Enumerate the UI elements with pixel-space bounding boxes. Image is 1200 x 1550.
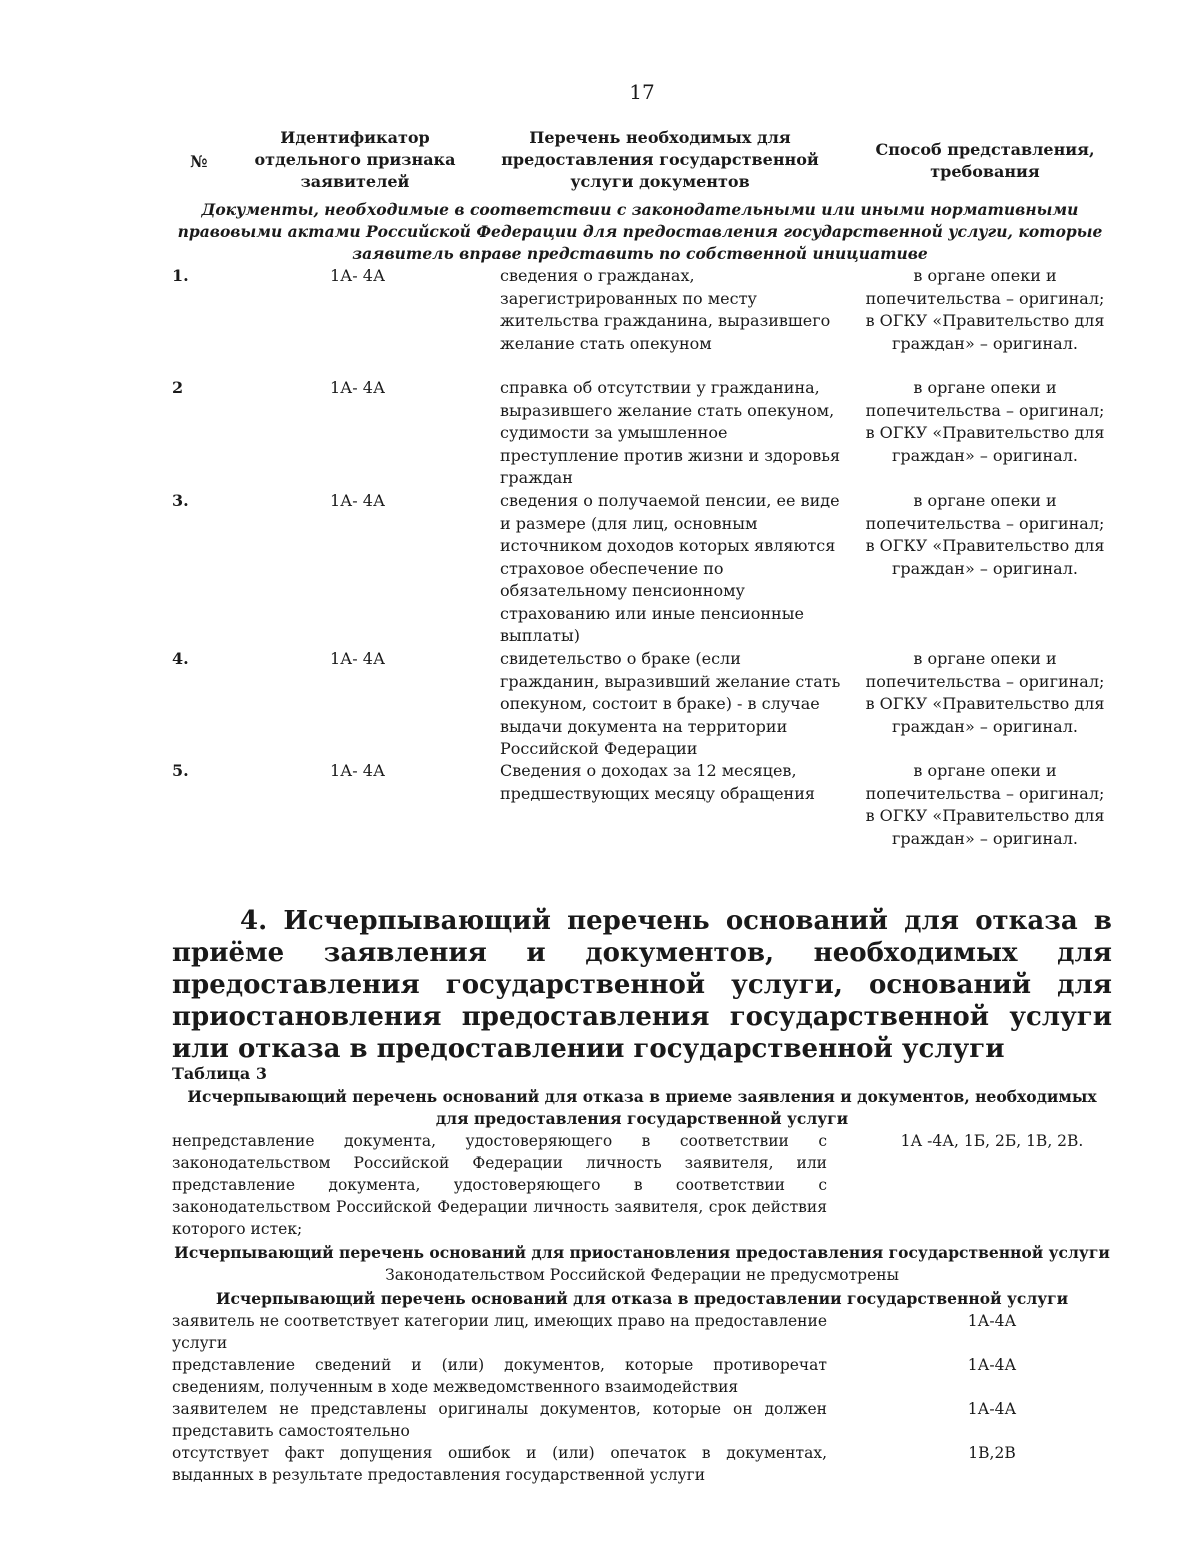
refusal-text: заявитель не соответствует категории лиц, имеющих право на предоставление услуги: [172, 1312, 827, 1352]
refusal-code: 1А-4А: [967, 1400, 1017, 1418]
row-identifier: 1А- 4А: [330, 378, 386, 397]
page-number: 17: [629, 80, 655, 104]
table-row: [170, 490, 1110, 648]
table-section-title: Документы, необходимые в соответствии с законодательными или иными нормативными правовыми актами Российской Федерации для предоставления государственной услуги, которые заявитель вправе представить по собственной инициативе: [177, 200, 1103, 263]
refusal-code: 1А-4А: [967, 1312, 1017, 1330]
row-document: свидетельство о браке (если гражданин, выразивший желание стать опекуном, состоит в браке) - в случае выдачи документа на территории Российской Федерации: [500, 649, 841, 758]
row-num: 4.: [172, 649, 189, 668]
header-num: №: [190, 152, 208, 171]
row-method: в органе опеки и попечительства – оригинал; в ОГКУ «Правительство для граждан» – оригинал.: [865, 761, 1105, 848]
row-method: в органе опеки и попечительства – оригинал; в ОГКУ «Правительство для граждан» – оригинал.: [865, 649, 1105, 736]
table-row: [170, 760, 1110, 860]
refusal-accept-text: непредставление документа, удостоверяющего в соответствии с законодательством Российской Федерации личность заявителя, или представление документа, удостоверяющего в соответствии с законодательством Российской Федерации личность заявителя, срок действия которого истек;: [172, 1132, 827, 1238]
table-label: Таблица 3: [172, 1064, 267, 1083]
row-document: справка об отсутствии у гражданина, выразившего желание стать опекуном, судимости за умышленное преступление против жизни и здоровья граждан: [500, 378, 841, 487]
row-method: в органе опеки и попечительства – оригинал; в ОГКУ «Правительство для граждан» – оригинал.: [865, 266, 1105, 353]
header-documents: Перечень необходимых для предоставления государственной услуги документов: [501, 128, 819, 191]
refusal-text: заявителем не представлены оригиналы документов, которые он должен представить самостоятельно: [172, 1400, 827, 1440]
row-num: 3.: [172, 491, 189, 510]
row-identifier: 1А- 4А: [330, 491, 386, 510]
table-row: [172, 1354, 1112, 1398]
row-method: в органе опеки и попечительства – оригинал; в ОГКУ «Правительство для граждан» – оригинал.: [865, 491, 1105, 578]
header-method: Способ представления, требования: [875, 140, 1095, 181]
documents-table: [170, 127, 1110, 860]
section-heading: 4. Исчерпывающий перечень оснований для отказа в приёме заявления и документов, необходимых для предоставления государственной услуги, оснований для приостановления предоставления государственной услуги или отказа в предоставлении государственной услуги: [172, 906, 1112, 1064]
row-identifier: 1А- 4А: [330, 761, 386, 780]
row-identifier: 1А- 4А: [330, 266, 386, 285]
row-document: сведения о получаемой пенсии, ее виде и размере (для лиц, основным источником доходов которых являются страховое обеспечение по обязательному пенсионному страхованию или иные пенсионные выплаты): [500, 491, 840, 645]
table-row: [170, 648, 1110, 760]
suspension-text: Законодательством Российской Федерации не предусмотрены: [385, 1266, 899, 1284]
row-num: 5.: [172, 761, 189, 780]
header-identifier: Идентификатор отдельного признака заявителей: [254, 128, 456, 191]
row-document: Сведения о доходах за 12 месяцев, предшествующих месяцу обращения: [500, 761, 815, 803]
table-row: [170, 377, 1110, 490]
refusal-text: представление сведений и (или) документов, которые противоречат сведениям, полученным в ходе межведомственного взаимодействия: [172, 1356, 827, 1396]
refusal-title: Исчерпывающий перечень оснований для отказа в предоставлении государственной услуги: [215, 1289, 1069, 1308]
suspension-title: Исчерпывающий перечень оснований для приостановления предоставления государственной услуги: [174, 1243, 1110, 1262]
row-num: 1.: [172, 266, 189, 285]
table-row: [172, 1130, 1112, 1240]
refusal-accept-title: Исчерпывающий перечень оснований для отказа в приеме заявления и документов, необходимых для предоставления государственной услуги: [187, 1087, 1097, 1128]
table-row: [172, 1310, 1112, 1354]
row-document: сведения о гражданах, зарегистрированных по месту жительства гражданина, выразившего желание стать опекуном: [500, 266, 831, 353]
refusal-accept-block: [172, 1086, 1112, 1486]
refusal-accept-code: 1А -4А, 1Б, 2Б, 1В, 2В.: [900, 1132, 1084, 1150]
row-identifier: 1А- 4А: [330, 649, 386, 668]
table-row: [170, 265, 1110, 377]
refusal-code: 1А-4А: [967, 1356, 1017, 1374]
row-method: в органе опеки и попечительства – оригинал; в ОГКУ «Правительство для граждан» – оригинал.: [865, 378, 1105, 465]
table-header: [170, 127, 1110, 197]
refusal-code: 1В,2В: [968, 1444, 1016, 1462]
row-num: 2: [172, 378, 184, 397]
table-row: [172, 1442, 1112, 1486]
refusal-text: отсутствует факт допущения ошибок и (или) опечаток в документах, выданных в результате предоставления государственной услуги: [172, 1444, 827, 1484]
table-row: [172, 1398, 1112, 1442]
